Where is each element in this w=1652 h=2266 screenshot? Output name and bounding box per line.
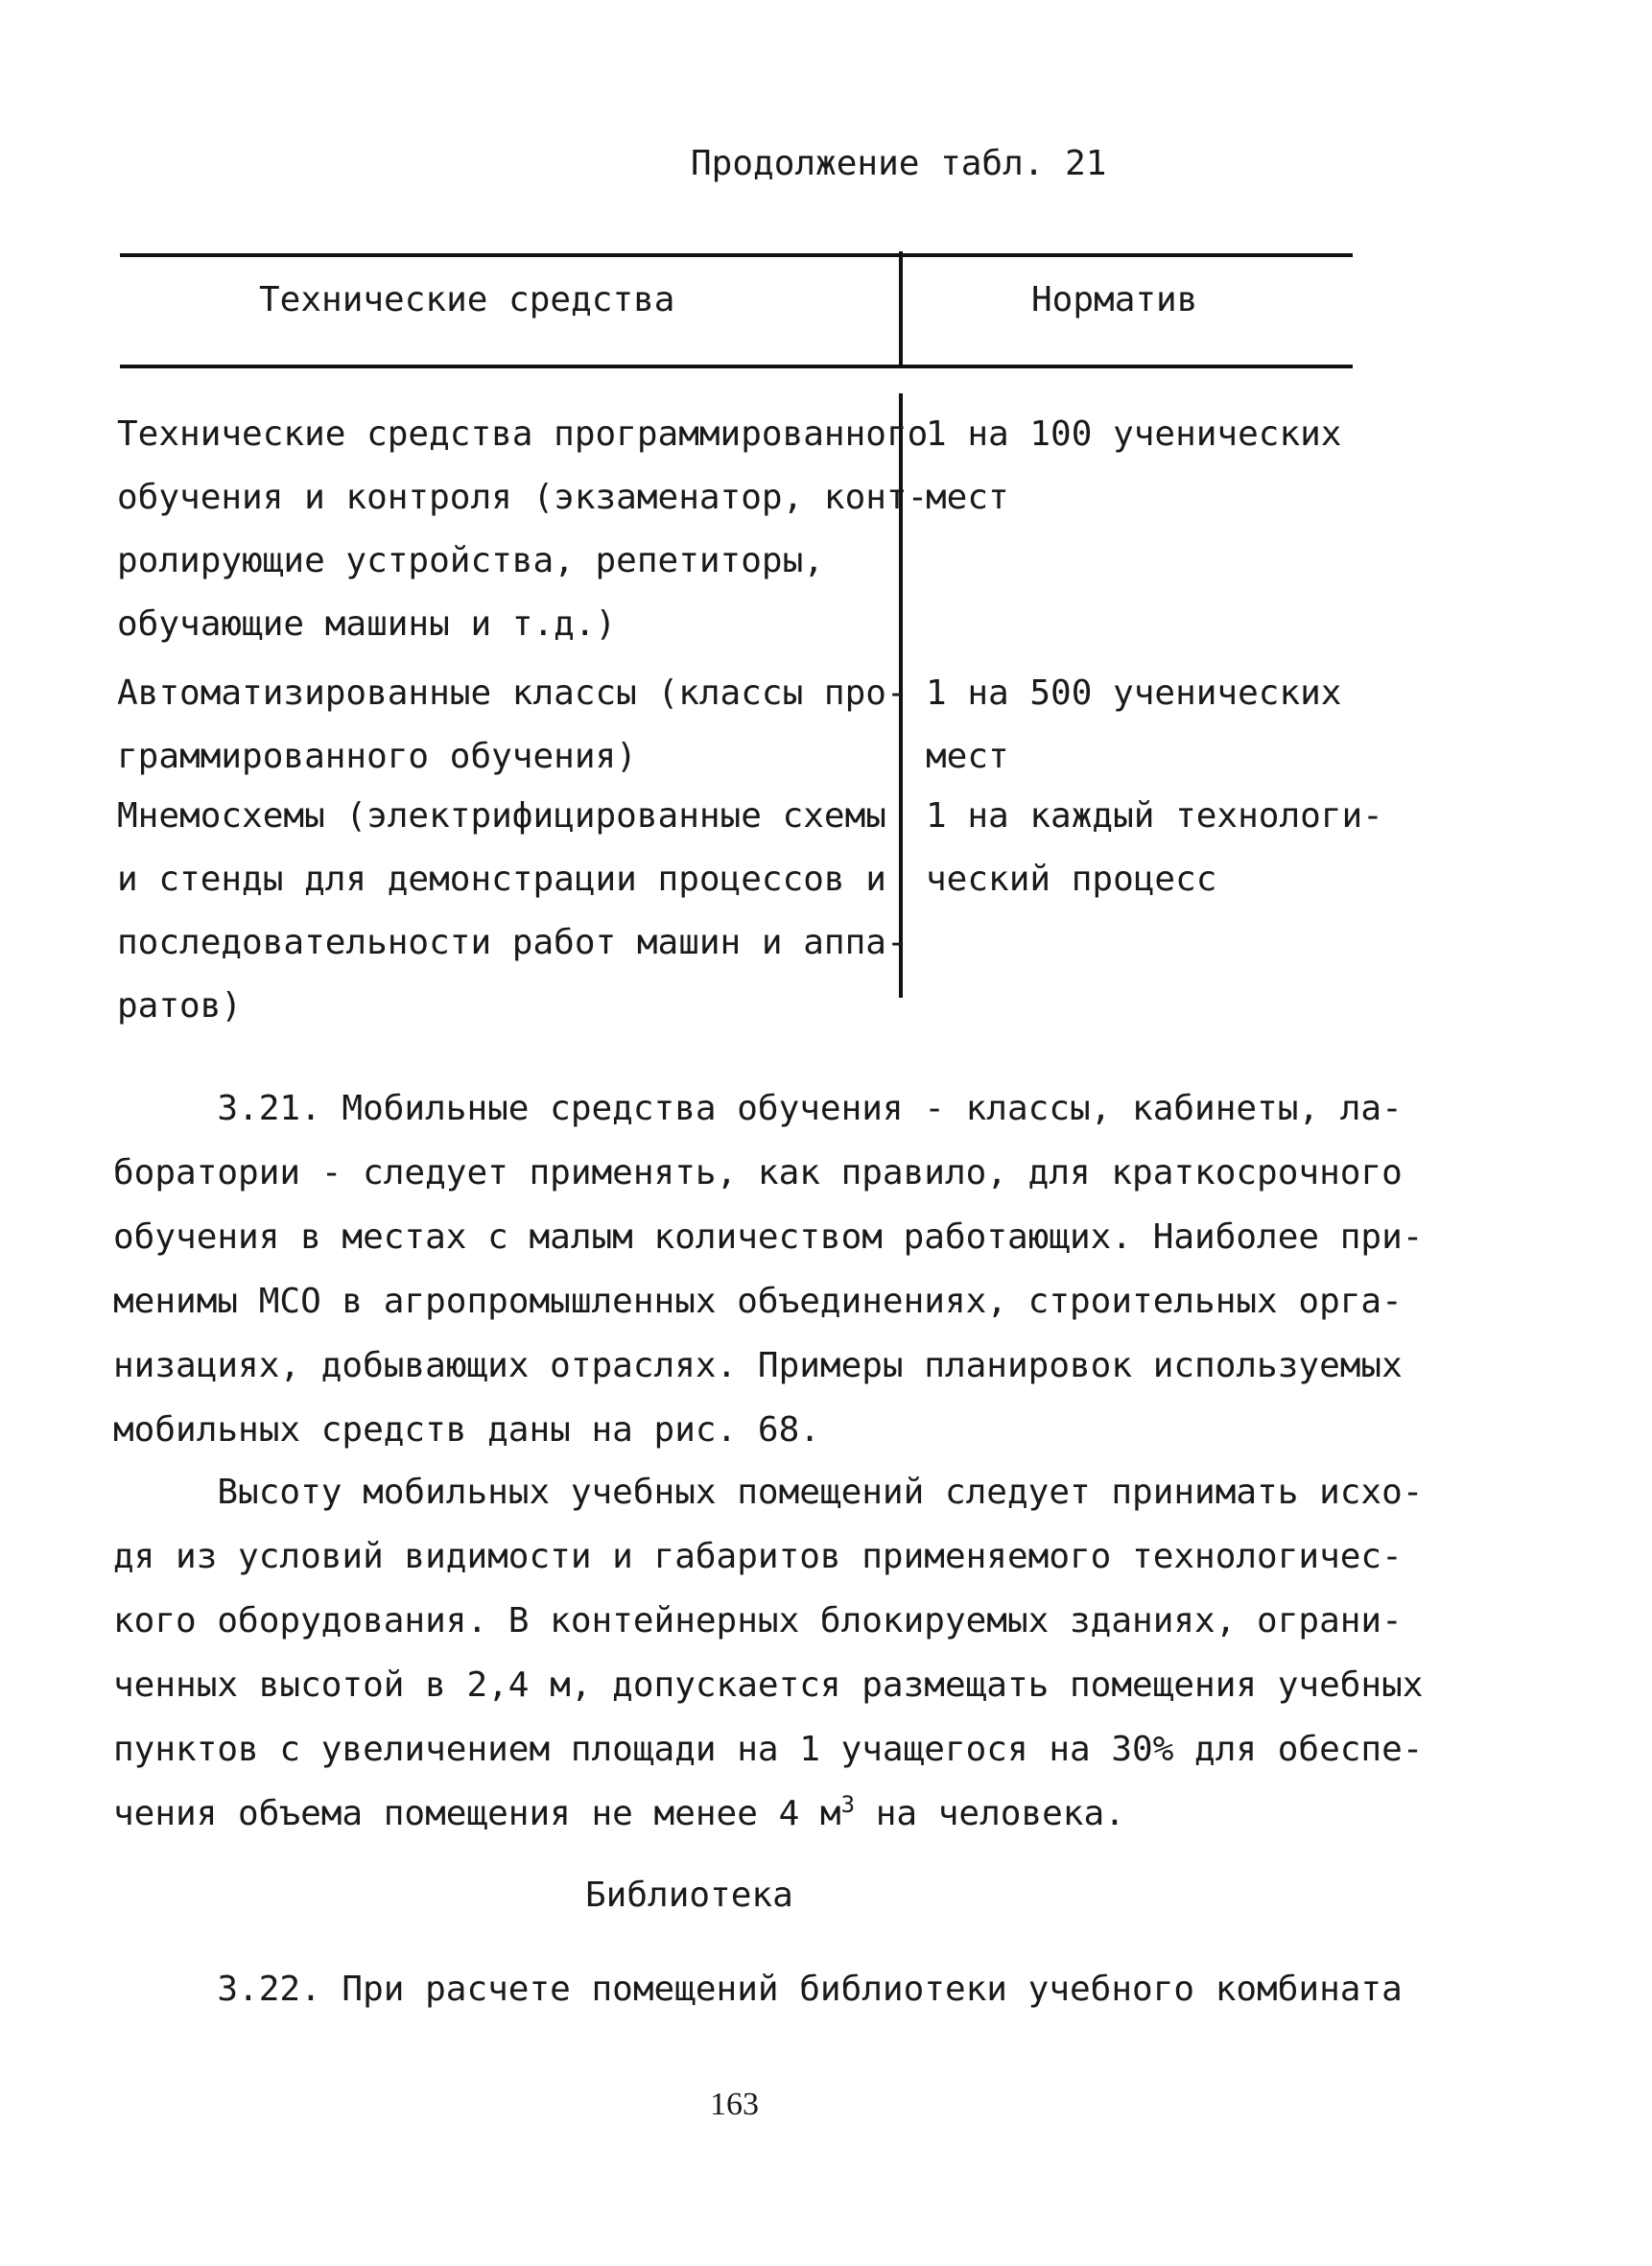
superscript-3: 3 <box>840 1791 856 1818</box>
paragraph-3-22: 3.22. При расчете помещений библиотеки учебного комбината <box>113 1970 1403 2009</box>
table-header-norm: Норматив <box>1031 280 1198 319</box>
paragraph-height <box>113 1460 1424 1846</box>
table-top-rule <box>120 253 1353 257</box>
table-row-1-norm: 1 на 100 ученических мест <box>926 414 1342 517</box>
table-row-3-item: Мнемосхемы (электрифицированные схемы и стенды для демонстрации процессов и последовательности работ машин и аппа- ратов) <box>117 796 908 1026</box>
table-row-1-item: Технические средства программированного обучения и контроля (экзаменатор, конт- ролирующие устройства, репетиторы, обучающие машины и т.д.) <box>117 414 929 644</box>
table-row-2-norm: 1 на 500 ученических мест <box>926 673 1342 776</box>
table-caption: Продолжение табл. 21 <box>691 144 1107 183</box>
section-heading-library: Библиотека <box>585 1876 793 1915</box>
table-row-2-item: Автоматизированные классы (классы про- граммированного обучения) <box>117 673 908 776</box>
paragraph-height-end: на человека. <box>855 1794 1125 1833</box>
table-header-divider <box>899 251 903 366</box>
paragraph-height-text: Высоту мобильных учебных помещений следует принимать исхо- дя из условий видимости и габаритов применяемого технологичес- кого оборудования. В контейнерных блокируемых зданиях, ограни- ченных высотой в 2,4 м, допускается размещать помещения учебных пунктов с увеличением площади на 1 учащегося на 30% для обеспе- чения объема помещения не менее 4 м <box>113 1473 1424 1833</box>
paragraph-3-21: 3.21. Мобильные средства обучения - классы, кабинеты, ла- боратории - следует применять, как правило, для краткосрочного обучения в местах с малым количеством работающих. Наиболее при- менимы МСО в агропромышленных объединениях, строительных орга- низациях, добывающих отраслях. Примеры планировок используемых мобильных средств даны на рис. 68. <box>113 1089 1424 1450</box>
table-header-rule <box>120 365 1353 368</box>
table-row-3-norm: 1 на каждый технологи- ческий процесс <box>926 796 1383 899</box>
page-number: 163 <box>710 2087 759 2122</box>
table-header-tech: Технические средства <box>259 280 675 319</box>
